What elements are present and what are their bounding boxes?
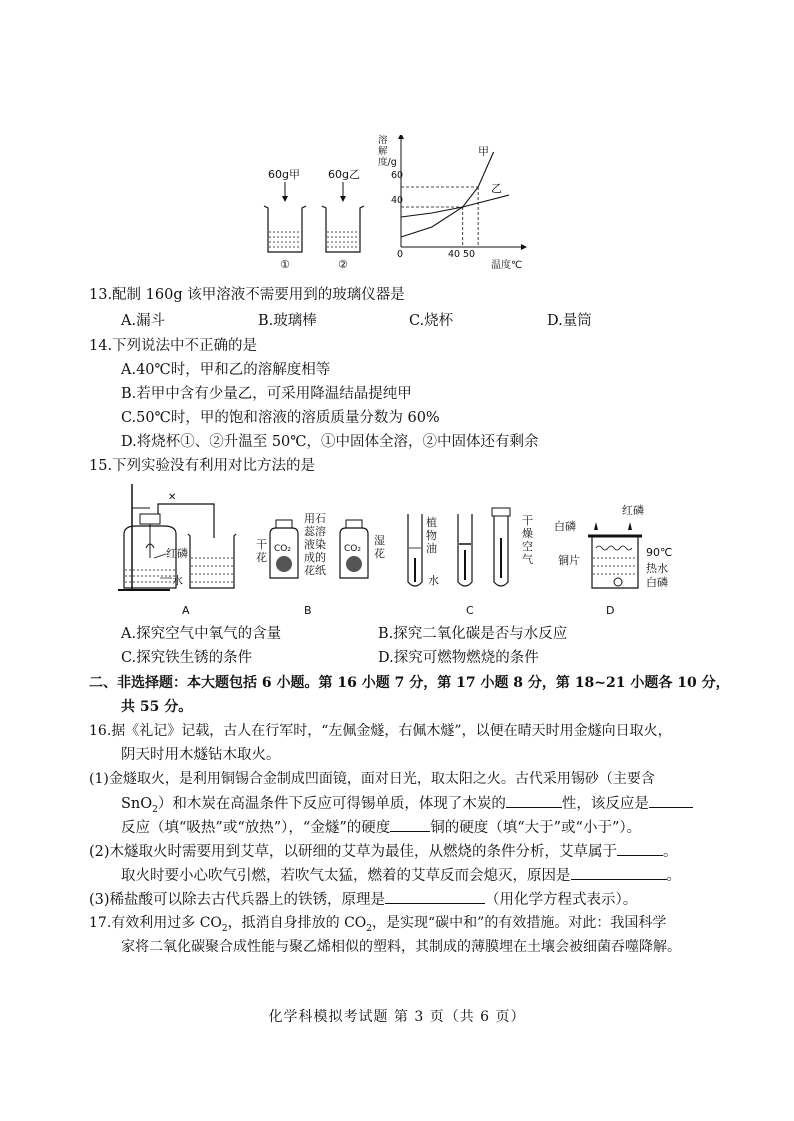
- beaker2-label: 60g乙: [328, 168, 360, 181]
- q16-part2-line1: [89, 841, 678, 862]
- beaker1-number: ①: [280, 258, 290, 271]
- x-axis-arrow: [521, 244, 527, 250]
- b-dry-flower-label: 干花: [256, 538, 267, 564]
- q15-figure: [110, 478, 673, 620]
- q16-blank-ai-cao[interactable]: [617, 841, 663, 856]
- q16-part2-text-a: (2)木燧取火时需要用到艾草，以研细的艾草为最佳，从燃烧的条件分析，艾草属于: [89, 844, 618, 860]
- series-label-jia: 甲: [478, 145, 489, 158]
- q16-intro-line2: 阴天时用木燧钻木取火。: [121, 747, 281, 763]
- q13-option-b[interactable]: B.玻璃棒: [258, 313, 317, 329]
- page-footer: 化学科模拟考试题 第 3 页（共 6 页）: [268, 1009, 526, 1025]
- q16-sno2-text: SnO: [121, 796, 153, 812]
- y-axis-arrow: [398, 135, 404, 139]
- q15-option-a[interactable]: A.探究空气中氧气的含量: [121, 626, 282, 642]
- b-paper-label: 用石蕊溶液染成的花纸: [304, 512, 326, 577]
- q16-part1-line3: [121, 817, 641, 838]
- q15-option-c[interactable]: C.探究铁生锈的条件: [121, 650, 253, 666]
- beaker2-number: ②: [338, 258, 348, 271]
- q16-part3-text-b: （用化学方程式表示）。: [485, 892, 638, 908]
- chart-ytick-40: 40: [391, 195, 404, 206]
- series-curve-jia: [401, 152, 494, 237]
- series-label-yi: 乙: [491, 182, 502, 195]
- beaker-figure: [250, 160, 380, 275]
- d-temp-label: 90℃: [646, 546, 673, 559]
- caption-c: C: [466, 604, 474, 617]
- q16-part1-line2: [121, 793, 693, 820]
- a-red-phosphorus-label: 红磷: [166, 547, 188, 560]
- q15-option-d[interactable]: D.探究可燃物燃烧的条件: [378, 650, 539, 666]
- b-co2-label-2: CO₂: [344, 544, 361, 554]
- q17-line2: 家将二氧化碳聚合成性能与聚乙烯相似的塑料，其制成的薄膜埋在土壤会被细菌吞噬降解。: [121, 939, 681, 955]
- chart-xtick-40: 40: [448, 249, 461, 260]
- q17-line1: [89, 913, 666, 939]
- solubility-chart: [375, 135, 535, 275]
- d-white-p2-label: 白磷: [646, 576, 668, 589]
- beaker1-label: 60g甲: [268, 168, 300, 181]
- q17-text-c: ，是实现“碳中和”的有效措施。对此：我国科学: [372, 915, 667, 931]
- q13-option-c[interactable]: C.烧杯: [409, 313, 454, 329]
- q14-option-d[interactable]: D.将烧杯①、②升温至 50℃，①中固体全溶，②中固体还有剩余: [121, 434, 539, 450]
- q16-blank-reason[interactable]: [571, 865, 667, 880]
- chart-ytick-60: 60: [391, 170, 404, 181]
- q14-option-a[interactable]: A.40℃时，甲和乙的溶解度相等: [121, 362, 331, 378]
- q17-text-b: ，抵消自身排放的 CO: [227, 915, 367, 931]
- c-dry-air-label: 干燥空气: [522, 514, 533, 566]
- series-curve-yi: [401, 195, 509, 217]
- chart-xlabel: 温度℃: [491, 260, 523, 271]
- svg-text:✕: ✕: [168, 492, 177, 503]
- section2-heading: 二、非选择题：本大题包括 6 小题。第 16 小题 7 分，第 17 小题 8 分，第 18~21 小题各 10 分，: [89, 675, 730, 691]
- q15-option-b[interactable]: B.探究二氧化碳是否与水反应: [378, 626, 568, 642]
- d-red-p-label: 红磷: [622, 504, 644, 517]
- caption-b: B: [304, 604, 312, 617]
- c-oil-label: 植物油: [426, 516, 437, 555]
- q16-part1-line1: (1)金燧取火，是利用铜锡合金制成凹面镜，面对日光，取太阳之火。古代采用锡砂（主要含: [89, 771, 655, 787]
- q16-part3-text-a: (3)稀盐酸可以除去古代兵器上的铁锈，原理是: [89, 892, 386, 908]
- q13-option-d[interactable]: D.量筒: [547, 313, 592, 329]
- chart-xtick-50: 50: [463, 249, 476, 260]
- q16-part2-text-b: 。: [663, 844, 678, 860]
- b-wet-flower-label: 湿花: [374, 534, 385, 560]
- q16-part1-text-b: ）和木炭在高温条件下反应可得锡单质，体现了木炭的: [157, 796, 506, 812]
- chart-origin: 0: [397, 249, 404, 260]
- a-water-label: 水: [172, 574, 183, 587]
- q15-apparatus-drawing: [110, 478, 673, 620]
- q15-stem: 15.下列实验没有利用对比方法的是: [89, 458, 316, 474]
- beakers-drawing: [250, 160, 380, 275]
- d-copper-label: 铜片: [558, 554, 580, 567]
- q16-part1-text-c: 性，该反应是: [561, 796, 649, 812]
- q16-blank-hardness[interactable]: [390, 817, 430, 832]
- section2-heading-cont: 共 55 分。: [121, 699, 193, 715]
- q17-sub-2: 2: [366, 923, 373, 934]
- q13-stem: 13.配制 160g 该甲溶液不需要用到的玻璃仪器是: [89, 287, 405, 303]
- d-white-p-label: 白磷: [554, 520, 576, 533]
- c-water-label: 水: [428, 574, 439, 587]
- q16-blank-reaction[interactable]: [649, 793, 693, 808]
- q16-part2-line2: [121, 865, 681, 886]
- q17-sub-1: 2: [221, 923, 228, 934]
- q14-option-b[interactable]: B.若甲中含有少量乙，可采用降温结晶提纯甲: [121, 386, 412, 402]
- q16-blank-equation[interactable]: [385, 889, 485, 904]
- chart-ylabel: 溶解度/g: [378, 135, 397, 168]
- q16-part3-line: [89, 889, 637, 910]
- q17-text-a: 17.有效利用过多 CO: [89, 915, 222, 931]
- d-hot-water-label: 热水: [646, 562, 668, 575]
- q16-part1-text-e: 铜的硬度（填“大于”或“小于”）。: [430, 820, 642, 836]
- q16-part2-text-d: 。: [666, 868, 681, 884]
- caption-d: D: [606, 604, 615, 617]
- q16-part2-text-c: 取火时要小心吹气引燃，若吹气太猛，燃着的艾草反而会熄灭，原因是: [121, 868, 571, 884]
- q16-sno2-sub: 2: [152, 804, 158, 815]
- q16-intro-line1: 16.据《礼记》记载，古人在行军时，“左佩金燧，右佩木燧”，以便在晴天时用金燧向日取火，: [89, 723, 672, 739]
- q14-option-c[interactable]: C.50℃时，甲的饱和溶液的溶质质量分数为 60%: [121, 410, 440, 426]
- q16-blank-property[interactable]: [506, 793, 562, 808]
- caption-a: A: [182, 604, 190, 617]
- q13-option-a[interactable]: A.漏斗: [121, 313, 166, 329]
- q14-stem: 14.下列说法中不正确的是: [89, 338, 258, 354]
- q16-part1-text-d: 反应（填“吸热”或“放热”），“金燧”的硬度: [121, 820, 391, 836]
- b-co2-label-1: CO₂: [274, 544, 291, 554]
